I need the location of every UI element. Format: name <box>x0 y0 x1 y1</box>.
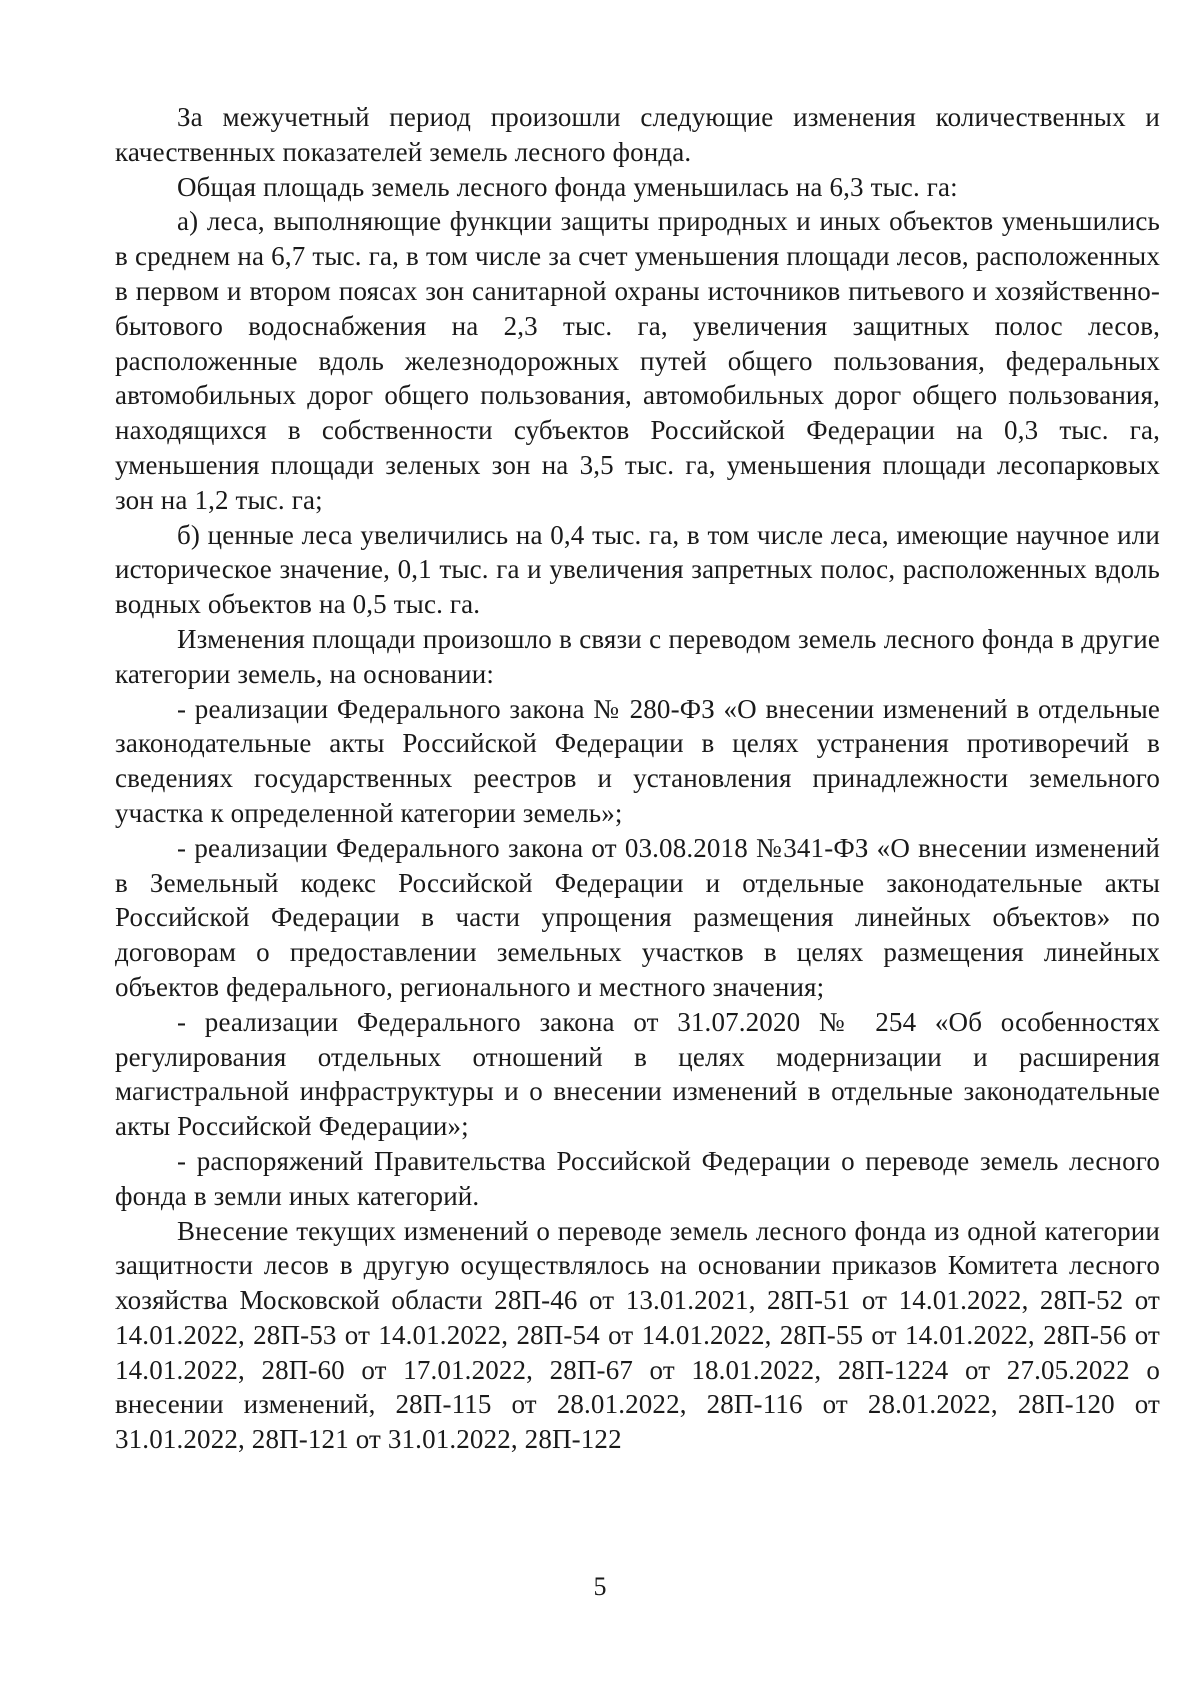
paragraph-government-orders: - распоряжений Правительства Российской Федерации о переводе земель лесного фонда в земли иных категорий. <box>115 1145 1160 1211</box>
paragraph-law-280: - реализации Федерального закона № 280-ФЗ «О внесении изменений в отдельные законодательные акты Российской Федерации в целях устранения противоречий в сведениях государственных реестров и установления принадлежности земельного участка к определенной категории земель»; <box>115 693 1160 828</box>
paragraph-item-b: б) ценные леса увеличились на 0,4 тыс. га, в том числе леса, имеющие научное или историческое значение, 0,1 тыс. га и увеличения запретных полос, расположенных вдоль водных объектов на 0,5 тыс. га. <box>115 519 1160 620</box>
paragraph-committee-orders: Внесение текущих изменений о переводе земель лесного фонда из одной категории защитности лесов в другую осуществлялось на основании приказов Комитета лесного хозяйства Московской области 28П-46 от 13.01.2021, 28П-51 от 14.01.2022, 28П-52 от 14.01.2022, 28П-53 от 14.01.2022, 28П-54 от 14.01.2022, 28П-55 от 14.01.2022, 28П-56 от 14.01.2022, 28П-60 от 17.01.2022, 28П-67 от 18.01.2022, 28П-1224 от 27.05.2022 о внесении изменений, 28П-115 от 28.01.2022, 28П-116 от 28.01.2022, 28П-120 от 31.01.2022, 28П-121 от 31.01.2022, 28П-122 <box>115 1215 1160 1455</box>
paragraph-law-341: - реализации Федерального закона от 03.08.2018 №341-ФЗ «О внесении изменений в Земельный кодекс Российской Федерации и отдельные законодательные акты Российской Федерации в части упрощения размещения линейных объектов» по договорам о предоставлении земельных участков в целях размещения линейных объектов федерального, регионального и местного значения; <box>115 832 1160 1002</box>
paragraph-item-a: а) леса, выполняющие функции защиты природных и иных объектов уменьшились в среднем на 6,7 тыс. га, в том числе за счет уменьшения площади лесов, расположенных в первом и втором поясах зон санитарной охраны источников питьевого и хозяйственно-бытового водоснабжения на 2,3 тыс. га, увеличения защитных полос лесов, расположенные вдоль железнодорожных путей общего пользования, федеральных автомобильных дорог общего пользования, автомобильных дорог общего пользования, находящихся в собственности субъектов Российской Федерации на 0,3 тыс. га, уменьшения площади зеленых зон на 3,5 тыс. га, уменьшения площади лесопарковых зон на 1,2 тыс. га; <box>115 206 1160 515</box>
paragraph-area-change-basis: Изменения площади произошло в связи с переводом земель лесного фонда в другие категории земель, на основании: <box>115 623 1160 689</box>
paragraph-total-area: Общая площадь земель лесного фонда уменьшилась на 6,3 тыс. га: <box>177 171 958 202</box>
document-body <box>115 100 1160 1457</box>
paragraph-law-254: - реализации Федерального закона от 31.07.2020 № 254 «Об особенностях регулирования отдельных отношений в целях модернизации и расширения магистральной инфраструктуры и о внесении изменений в отдельные законодательные акты Российской Федерации»; <box>115 1006 1160 1142</box>
page-number: 5 <box>593 1572 607 1601</box>
paragraph-intro: За межучетный период произошли следующие изменения количественных и качественных показателей земель лесного фонда. <box>115 102 1160 167</box>
